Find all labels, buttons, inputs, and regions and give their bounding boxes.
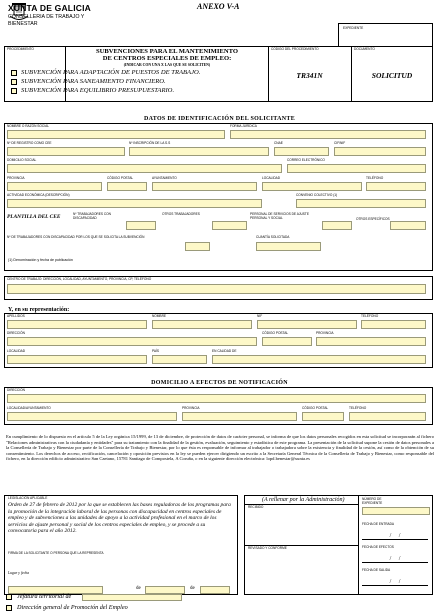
localidad-field[interactable] <box>262 182 362 191</box>
centro-trabajo-label: CENTRO DE TRABAJO: DIRECCIÓN, LOCALIDAD, AYUNTAMIENTO, PROVINCIA, CP, TELÉFONO <box>7 277 152 281</box>
de-label-2: de <box>190 586 195 591</box>
provincia-field[interactable] <box>7 182 102 191</box>
personal-apoyo-label: PERSONAL DE SERVICIOS DE AJUSTE PERSONAL Y SOCIAL <box>250 212 309 220</box>
option-checkbox-equilibrio[interactable] <box>11 88 17 94</box>
personal-apoyo-field[interactable] <box>322 221 352 230</box>
codigo-postal-label: CÓDIGO POSTAL <box>107 176 134 180</box>
rep-nif-label: NIF <box>257 314 263 318</box>
ayuntamiento-field[interactable] <box>152 182 257 191</box>
convenio-label: CONVENIO COLECTIVO (1) <box>296 193 338 197</box>
fecha-salida-label: FECHA DE SALIDA <box>362 568 391 572</box>
codigo-postal-field[interactable] <box>107 182 147 191</box>
lugar-fecha-label: Lugar y fecha <box>8 571 30 575</box>
conselleria-name-line2: BIENESTAR <box>8 21 38 27</box>
codigo-procedimiento-label: CÓDIGO DEL PROCEDIMIENTO <box>271 47 319 51</box>
notif-localidad-label: LOCALIDAD/AYUNTAMIENTO <box>7 406 51 410</box>
rep-nombre-label: NOMBRE <box>152 314 166 318</box>
notif-provincia-label: PROVINCIA <box>182 406 200 410</box>
nombre-label: NOMBRE O RAZÓN SOCIAL <box>7 124 49 128</box>
nombre-field[interactable] <box>7 130 225 139</box>
domicilio-field[interactable] <box>7 164 282 173</box>
de-label-1: de <box>136 586 141 591</box>
nro-inscripcion-label: Nº INSCRIPCIÓN DE LA S.S <box>129 141 171 145</box>
rep-nombre-field[interactable] <box>152 320 252 329</box>
org-name: XUNTA DE GALICIA <box>8 3 92 13</box>
notif-provincia-field[interactable] <box>182 412 297 421</box>
option-label-saneamiento: SUBVENCIÓN PARA SANEAMIENTO FINANCIERO. <box>21 78 166 85</box>
rep-localidad-label: LOCALIDAD <box>7 349 26 353</box>
rep-localidad-field[interactable] <box>7 355 147 364</box>
recibido-label: RECIBIDO <box>248 505 264 509</box>
notif-localidad-field[interactable] <box>7 412 177 421</box>
cnae-label: CNAE <box>274 141 283 145</box>
revisado-label: REVISADO Y CONFORME <box>248 546 287 550</box>
trab-discap-field[interactable] <box>126 221 156 230</box>
fecha-entrada-label: FECHA DE ENTRADA <box>362 522 395 526</box>
otros-trab-field[interactable] <box>212 221 247 230</box>
notif-direccion-field[interactable] <box>7 394 426 403</box>
option-label-adaptacion: SUBVENCIÓN PARA ADAPTACIÓN DE PUESTOS DE TRABAJO. <box>21 69 201 76</box>
rep-pais-label: PAÍS <box>152 349 160 353</box>
convenio-field[interactable] <box>296 199 426 208</box>
representative-section-title: Y, en su representación: <box>8 307 70 313</box>
legislacion-label: LEGISLACIÓN APLICABLE <box>8 496 48 500</box>
fecha-efectos-label: FECHA DE EFECTOS <box>362 545 394 549</box>
nro-registro-field[interactable] <box>7 147 125 156</box>
forma-juridica-field[interactable] <box>230 130 426 139</box>
rep-en-calidad-field[interactable] <box>212 355 426 364</box>
nro-registro-label: Nº DE REGISTRO COMO CEE <box>7 141 52 145</box>
firma-label: FIRMA DE LA SOLICITANTE O PERSONA QUE LA REPRESENTA <box>8 551 104 555</box>
notif-telefono-label: TELÉFONO <box>349 406 367 410</box>
rep-telefono-label: TELÉFONO <box>361 314 379 318</box>
legislacion-text: Orden de 27 de febrero de 2012 por la que se establecen las bases reguladoras de los programas para la promoción de la integración laboral de las personas con discapacidad en centros especiales de empleo y de subvenciones a las unidades de apoyo a la actividad profesional en el marco de los servicios de ajuste personal y social de los centros especiales de empleo, y se procede a su convocatoria para el año 2012. <box>8 502 231 535</box>
rep-provincia-field[interactable] <box>316 337 426 346</box>
mes-field[interactable] <box>145 586 185 594</box>
forma-juridica-label: FORMA JURÍDICA <box>230 124 257 128</box>
applicant-footnote: (1) Denominación y fecha de publicación <box>8 258 73 262</box>
destino-jefatura-label: Jefatura territorial de <box>17 593 72 600</box>
cnae-field[interactable] <box>274 147 329 156</box>
destino-direccion-label: Dirección general de Promoción del Empleo <box>17 604 128 611</box>
procedure-title-line1: SUBVENCIONES PARA EL MANTENIMIENTO <box>95 48 239 55</box>
telefono-field[interactable] <box>366 182 426 191</box>
option-label-equilibrio: SUBVENCIÓN PARA EQUILIBRIO PRESUPUESTARIO. <box>21 87 175 94</box>
fecha-entrada-field[interactable]: / / <box>362 533 428 540</box>
ayuntamiento-label: AYUNTAMIENTO <box>152 176 177 180</box>
destino-checkbox-jefatura[interactable] <box>6 594 12 600</box>
destino-checkbox-direccion[interactable] <box>6 605 12 611</box>
cif-label: CIF/NIF <box>334 141 346 145</box>
cif-field[interactable] <box>334 147 426 156</box>
rep-codigo-postal-label: CÓDIGO POSTAL <box>262 331 289 335</box>
rep-telefono-field[interactable] <box>361 320 426 329</box>
rep-apellidos-label: APELLIDOS <box>7 314 25 318</box>
fecha-efectos-field[interactable]: / / <box>362 556 428 563</box>
jefatura-field[interactable] <box>82 594 182 601</box>
anio-field[interactable] <box>200 586 230 594</box>
codigo-procedimiento-value: TR341N <box>296 71 323 80</box>
nro-inscripcion-field[interactable] <box>129 147 269 156</box>
option-checkbox-saneamiento[interactable] <box>11 79 17 85</box>
cuantia-label: CUANTÍA SOLICITADA <box>256 235 290 239</box>
admin-title: (A rellenar por la Administración) <box>262 497 345 503</box>
applicant-section-title: DATOS DE IDENTIFICACIÓN DEL SOLICITANTE <box>143 116 296 122</box>
notif-codigo-postal-label: CÓDIGO POSTAL <box>302 406 329 410</box>
actividad-field[interactable] <box>7 199 262 208</box>
rep-direccion-label: DIRECCIÓN <box>7 331 25 335</box>
plantilla-label: PLANTILLA DEL CEE <box>7 214 61 220</box>
conselleria-name-line1: CONSELLERIA DE TRABAJO Y <box>8 14 85 20</box>
option-checkbox-adaptacion[interactable] <box>11 70 17 76</box>
rep-provincia-label: PROVINCIA <box>316 331 334 335</box>
rep-codigo-postal-field[interactable] <box>262 337 312 346</box>
rep-pais-field[interactable] <box>152 355 207 364</box>
annex-title: ANEXO V-A <box>197 2 240 11</box>
numero-expediente-field[interactable] <box>362 507 430 515</box>
notification-section-title: DOMICILIO A EFECTOS DE NOTIFICACIÓN <box>151 380 288 386</box>
num-trab-subv-field[interactable] <box>185 242 210 251</box>
correo-label: CORREO ELECTRÓNICO <box>287 158 325 162</box>
especificos-label: OTROS ESPECÍFICOS <box>356 217 390 221</box>
rep-direccion-field[interactable] <box>7 337 257 346</box>
expediente-label: EXPEDIENTE <box>343 26 364 30</box>
privacy-notice: En cumplimiento de lo dispuesto en el artículo 5 de la Ley orgánica 15/1999, de 13 de diciembre, de protección de datos de carácter personal, se informa de que los datos personales recogidos en esta solicitud se incorporarán al fichero "Relaciones administrativas con la ciudadanía y entidades" para su tratamiento con la finalidad de la gestión, evaluación, seguimiento y estadística de este programa. La presentación de la solicitud supone la cesión de datos personales a la Consellería de Trabajo y Bienestar por parte de la Consellería de Trabajo y Bienestar, por lo que ésta es responsable de informar al trabajador o trabajadora sobre la existencia y finalidad de la cesión, así como de la obtención de su consentimiento. Los derechos de acceso, rectificación, cancelación y oposición previstos en la ley se pueden ejercer dirigiendo un escrito a la Secretaría General Técnica de la Consellería de Trabajo y Bienestar, como responsable del fichero, en la dirección edificio administrativo San Caetano, 15781 Santiago de Compostela, A Coruña, o en la siguiente dirección electrónica: lopd.benestar@xunta.es <box>6 434 434 462</box>
rep-apellidos-field[interactable] <box>7 320 147 329</box>
actividad-label: ACTIVIDAD ECONÓMICA (DESCRIPCIÓN) <box>7 193 70 197</box>
documento-label: DOCUMENTO <box>354 47 375 51</box>
otros-trab-label: OTROS TRABAJADORES <box>162 212 200 216</box>
procedure-title-note: (INDICAR CON UNA X LAS QUE SE SOLICITEN) <box>123 63 211 67</box>
rep-nif-field[interactable] <box>257 320 357 329</box>
fecha-salida-field[interactable]: / / <box>362 579 428 586</box>
provincia-label: PROVINCIA <box>7 176 25 180</box>
num-trab-subv-label: Nº DE TRABAJADORES CON DISCAPACIDAD POR LOS QUE SE SOLICITA LA SUBVENCIÓN <box>7 235 145 239</box>
numero-expediente-label: NÚMERO DE EXPEDIENTE <box>362 497 383 505</box>
centro-trabajo-field[interactable] <box>7 284 426 294</box>
localidad-label: LOCALIDAD <box>262 176 281 180</box>
procedimiento-label: PROCEDIMIENTO <box>7 47 34 51</box>
notif-telefono-field[interactable] <box>349 412 426 421</box>
trab-discap-label: Nº TRABAJADORES CON DISCAPACIDAD <box>73 212 111 220</box>
telefono-label: TELÉFONO <box>366 176 384 180</box>
notif-codigo-postal-field[interactable] <box>302 412 344 421</box>
correo-field[interactable] <box>287 164 426 173</box>
documento-value: SOLICITUD <box>371 71 413 80</box>
notif-direccion-label: DIRECCIÓN <box>7 388 25 392</box>
domicilio-label: DOMICILIO SOCIAL <box>7 158 37 162</box>
rep-en-calidad-label: EN CALIDAD DE <box>212 349 237 353</box>
especificos-field[interactable] <box>390 221 426 230</box>
cuantia-field[interactable] <box>256 242 321 251</box>
procedure-title-line2: DE CENTROS ESPECIALES DE EMPLEO: <box>102 55 232 62</box>
